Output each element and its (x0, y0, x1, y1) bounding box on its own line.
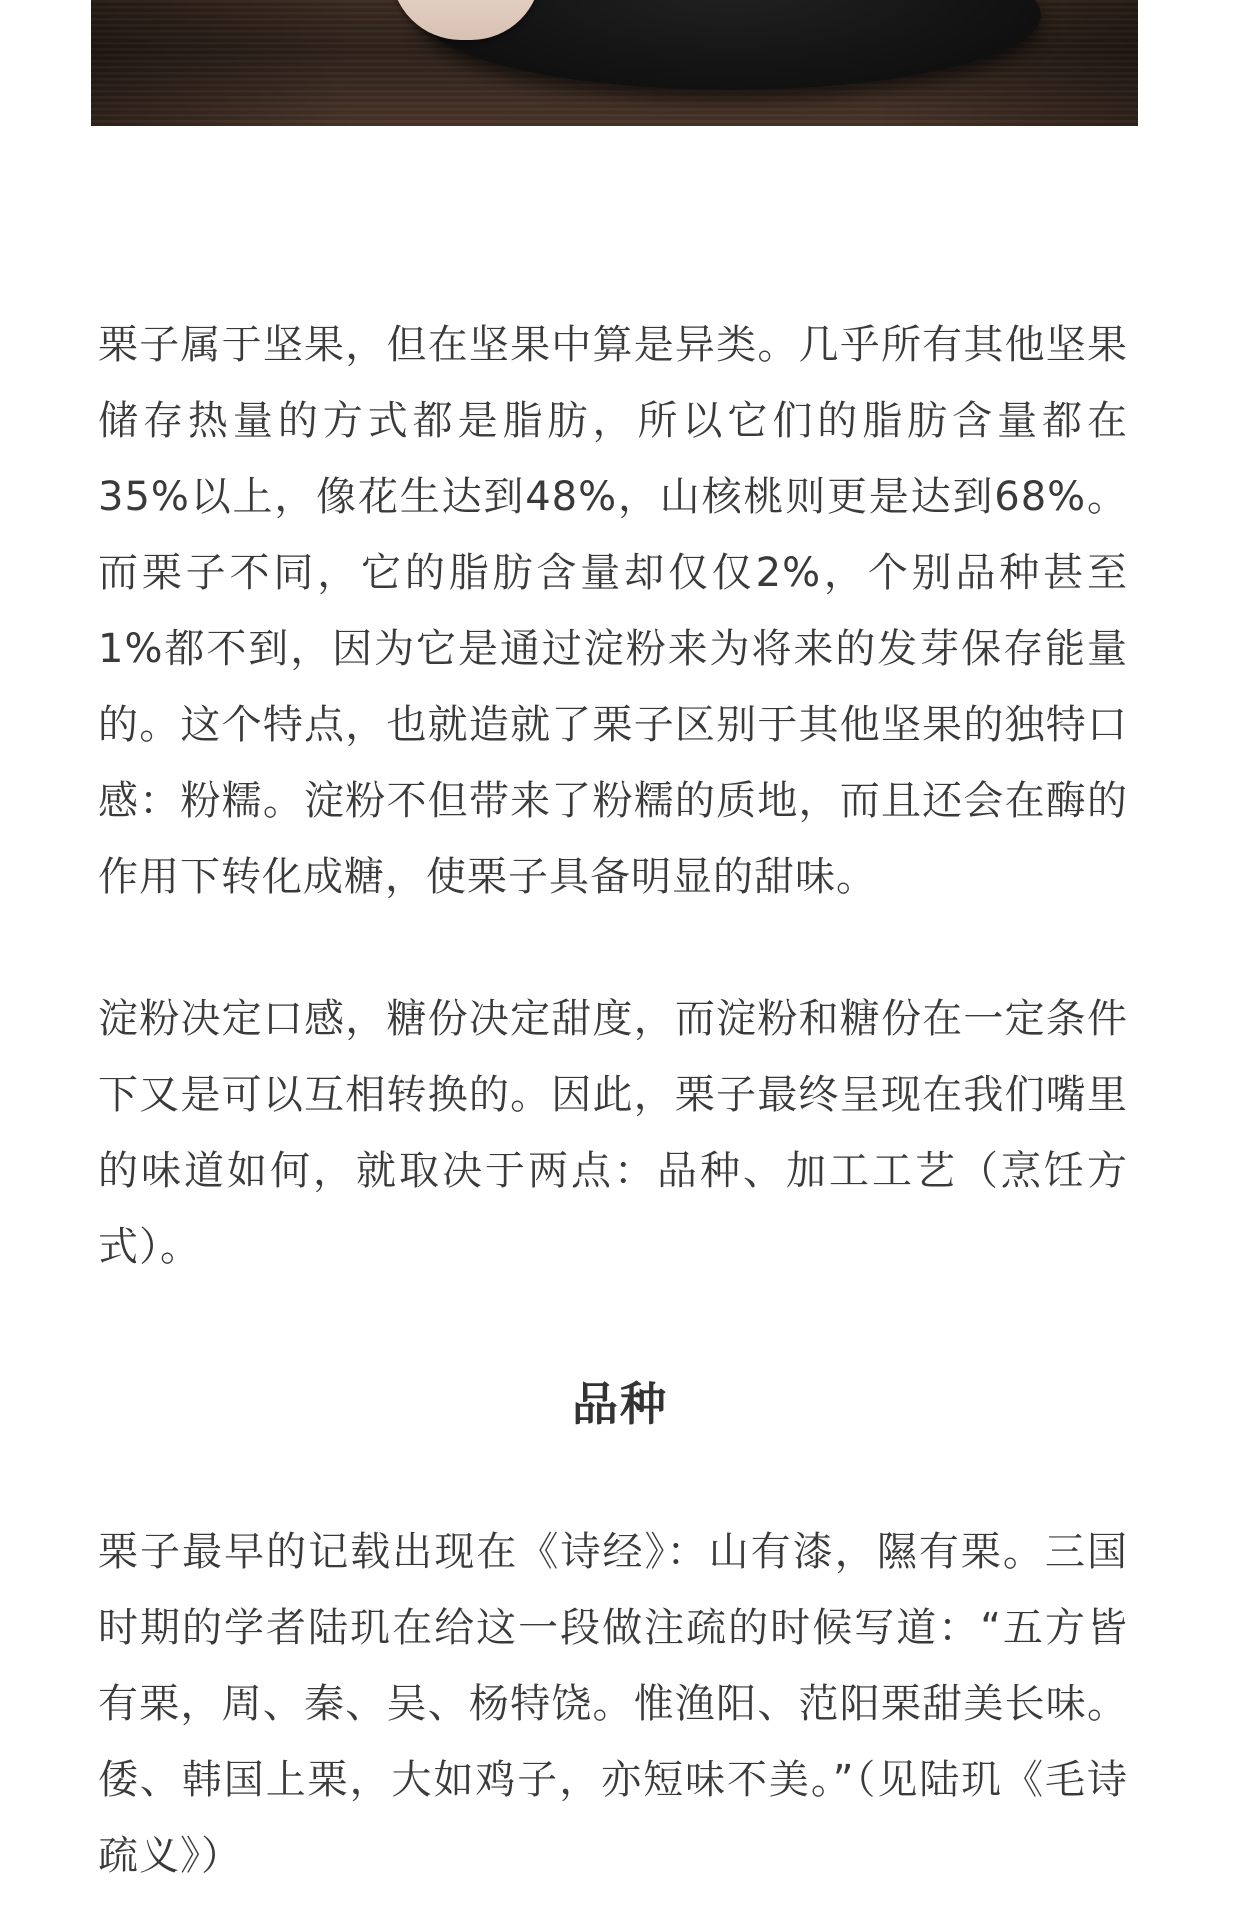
paragraph-fat-content: 栗子属于坚果，但在坚果中算是异类。几乎所有其他坚果储存热量的方式都是脂肪，所以它们的脂肪含量都在35%以上，像花生达到48%，山核桃则更是达到68%。而栗子不同，它的脂肪含量却仅仅2%，个别品种甚至1%都不到，因为它是通过淀粉来为将来的发芽保存能量的。这个特点，也就造就了栗子区别于其他坚果的独特口感：粉糯。淀粉不但带来了粉糯的质地，而且还会在酶的作用下转化成糖，使栗子具备明显的甜味。 (98, 322, 1128, 900)
section-heading-variety: 品种 (572, 1377, 668, 1431)
article-photo (91, 0, 1138, 126)
paragraph-history: 栗子最早的记载出现在《诗经》：山有漆，隰有栗。三国时期的学者陆玑在给这一段做注疏的时候写道：“五方皆有栗，周、秦、吴、杨特饶。惟渔阳、范阳栗甜美长味。倭、韩国上栗，大如鸡子，亦短味不美。”（见陆玑《毛诗疏义》） (98, 1529, 1128, 1879)
paragraph-starch-sugar: 淀粉决定口感，糖份决定甜度，而淀粉和糖份在一定条件下又是可以互相转换的。因此，栗子最终呈现在我们嘴里的味道如何，就取决于两点：品种、加工工艺（烹饪方式）。 (98, 996, 1128, 1270)
